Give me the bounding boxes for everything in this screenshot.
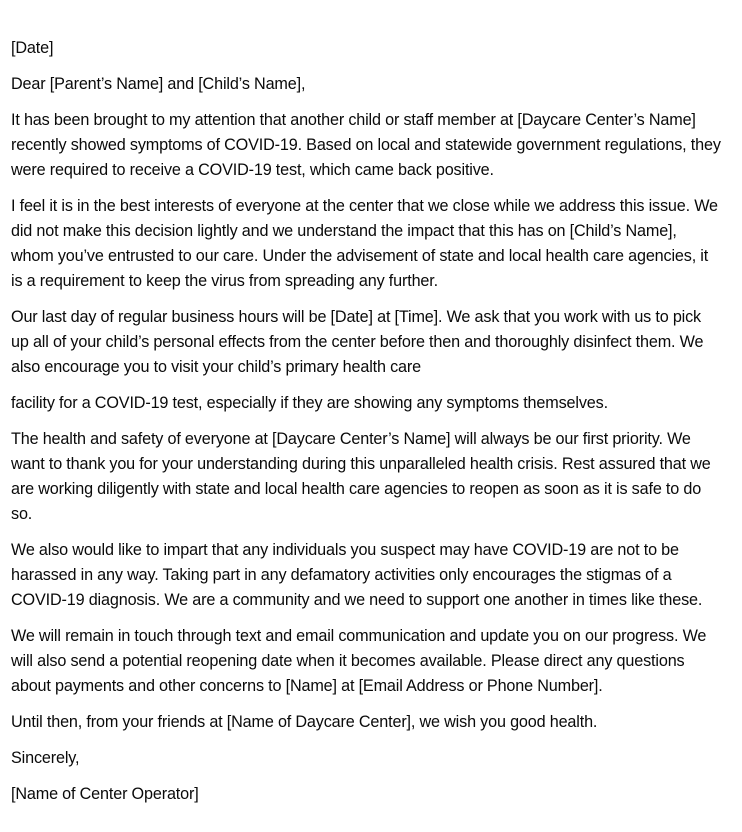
- salutation: Dear [Parent’s Name] and [Child’s Name],: [11, 75, 306, 93]
- signature-name-placeholder: [Name of Center Operator]: [11, 785, 199, 803]
- paragraph-closing-wishes: Until then, from your friends at [Name of Daycare Center], we wish you good health.: [11, 713, 598, 731]
- paragraph-closure-decision: I feel it is in the best interests of everyone at the center that we close while we address this issue. We did not make this decision lightly and we understand the impact that this has on [Child’s Name], whom you’ve entrusted to our care. Under the advisement of state and local health care agencies, it is a requirement to keep the virus from spreading any further.: [11, 197, 718, 290]
- paragraph-last-day: Our last day of regular business hours will be [Date] at [Time]. We ask that you work with us to pick up all of your child’s personal effects from the center before then and thoroughly disinfect them. We also encourage you to visit your child’s primary health care: [11, 308, 704, 376]
- paragraph-communication: We will remain in touch through text and email communication and update you on our progress. We will also send a potential reopening date when it becomes available. Please direct any questions about payments and other concerns to [Name] at [Email Address or Phone Number].: [11, 627, 707, 695]
- signoff: Sincerely,: [11, 749, 80, 767]
- paragraph-testing-continuation: facility for a COVID-19 test, especially if they are showing any symptoms themselves.: [11, 394, 608, 412]
- paragraph-anti-stigma: We also would like to impart that any individuals you suspect may have COVID-19 are not to be harassed in any way. Taking part in any defamatory activities only encourages the stigmas of a COVID-19 diagnosis. We are a community and we need to support one another in times like these.: [11, 541, 703, 609]
- paragraph-health-and-safety: The health and safety of everyone at [Daycare Center’s Name] will always be our first priority. We want to thank you for your understanding during this unparalleled health crisis. Rest assured that we are working diligently with state and local health care agencies to reopen as soon as it is safe to do so.: [11, 430, 711, 523]
- paragraph-notification: It has been brought to my attention that another child or staff member at [Daycare Center’s Name] recently showed symptoms of COVID-19. Based on local and statewide government regulations, they were required to receive a COVID-19 test, which came back positive.: [11, 111, 721, 179]
- date-placeholder: [Date]: [11, 39, 54, 57]
